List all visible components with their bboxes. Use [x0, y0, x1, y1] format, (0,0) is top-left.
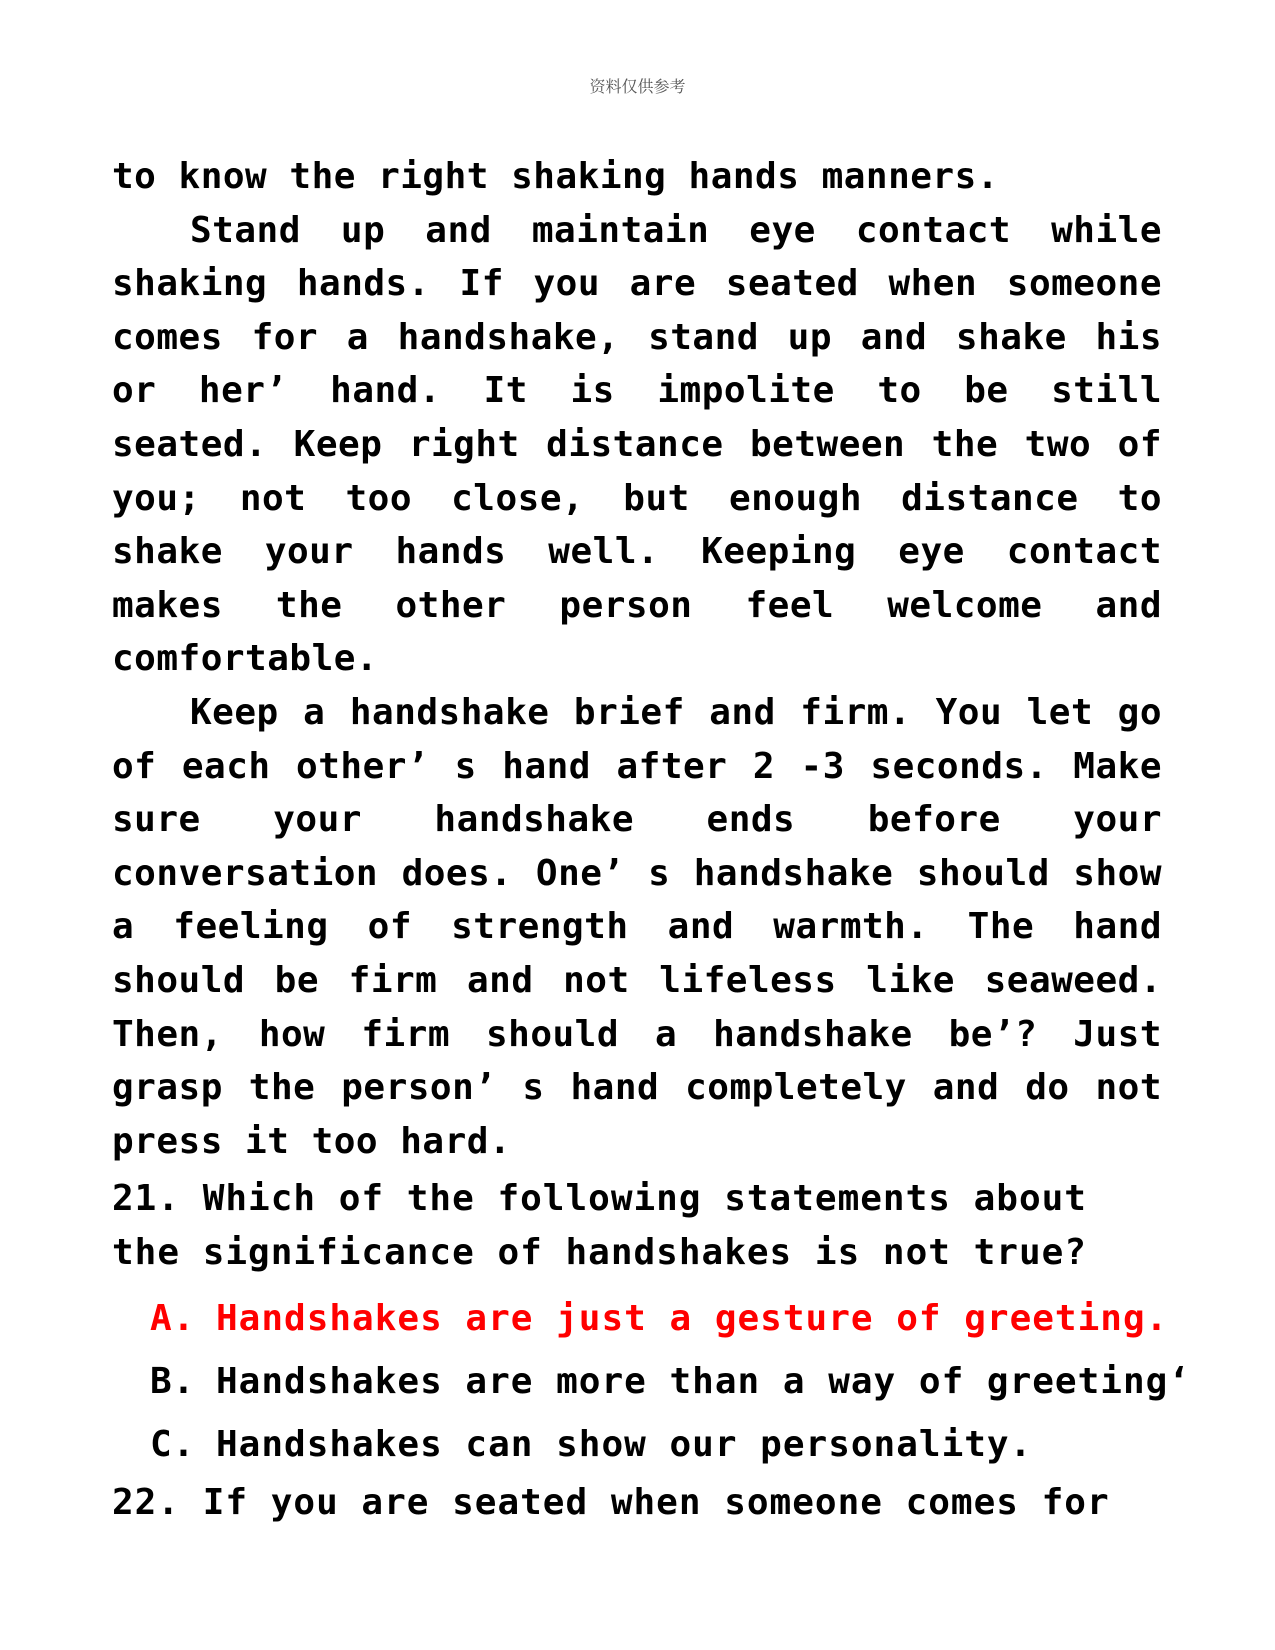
option-a: [150, 1287, 1169, 1350]
passage-paragraph-0: to know the right shaking hands manners.: [112, 156, 999, 197]
passage-paragraph-2: Keep a handshake brief and firm. You let go of each other’ s hand after 2 -3 seconds. Make sure your handshake ends before your conversation does. One’ s handshake should show a feeling of strength and warmth. The hand should be firm and not lifeless like seaweed. Then, how firm should a handshake be’? Just grasp the person’ s hand completely and do not press it too hard.: [112, 691, 1162, 1162]
document-body: [112, 150, 1191, 1530]
option-c-text: Handshakes can show our personality.: [216, 1424, 1033, 1466]
option-b-letter: B.: [150, 1361, 196, 1403]
option-a-letter: A.: [150, 1298, 196, 1340]
question-22-stem: 22. If you are seated when someone comes for: [112, 1482, 1110, 1524]
option-a-text: Handshakes are just a gesture of greeting.: [216, 1298, 1169, 1340]
passage-paragraph-1: Stand up and maintain eye contact while shaking hands. If you are seated when someone comes for a handshake, stand up and shake his or her’ hand. It is impolite to be still seated. Keep right distance between the two of you; not too close, but enough distance to shake your hands well. Keeping eye contact makes the other person feel welcome and comfortable.: [112, 209, 1162, 680]
option-b: [150, 1350, 1191, 1413]
option-c: [150, 1413, 1162, 1476]
page-header: 资料仅供参考: [589, 77, 686, 96]
option-b-text: Handshakes are more than a way of greeting‘: [216, 1361, 1191, 1403]
question-21-stem: 21. Which of the following statements about the significance of handshakes is not true?: [112, 1178, 1087, 1273]
question-21-options: [112, 1287, 1191, 1476]
option-c-letter: C.: [150, 1424, 196, 1466]
